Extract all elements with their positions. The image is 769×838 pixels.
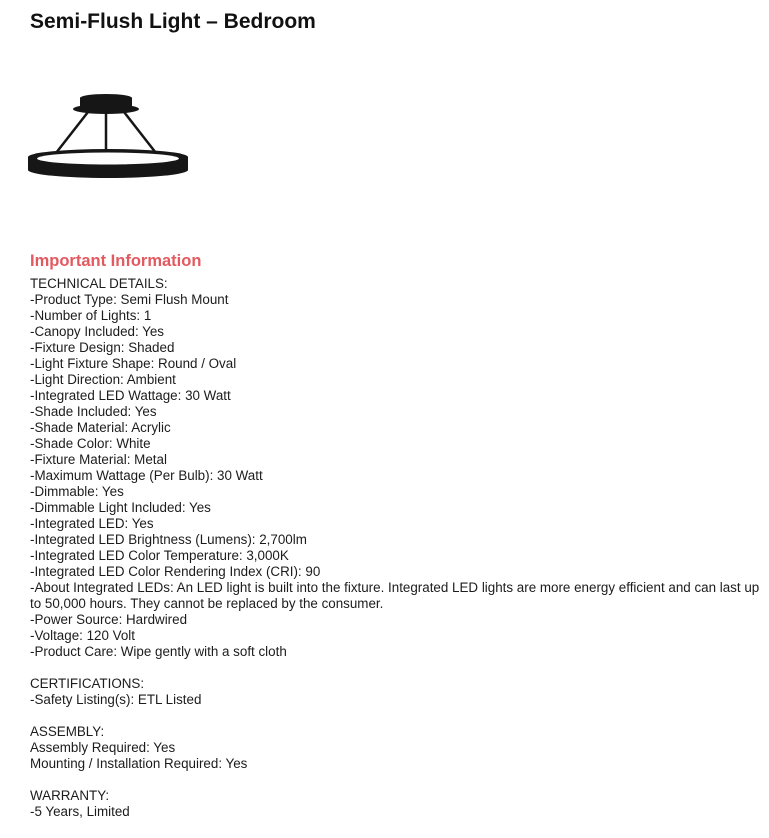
- warranty-heading: WARRANTY:: [30, 788, 110, 803]
- detail-line: -Dimmable: Yes: [30, 484, 124, 499]
- detail-line: -5 Years, Limited: [30, 804, 130, 819]
- page-title: Semi-Flush Light – Bedroom: [30, 10, 316, 33]
- important-information-heading: Important Information: [30, 252, 202, 270]
- detail-line: -Integrated LED: Yes: [30, 516, 154, 531]
- technical-details-heading: TECHNICAL DETAILS:: [30, 276, 168, 291]
- detail-line: -Fixture Material: Metal: [30, 452, 167, 467]
- detail-line: -Safety Listing(s): ETL Listed: [30, 692, 202, 707]
- certifications-heading: CERTIFICATIONS:: [30, 676, 145, 691]
- assembly-heading: ASSEMBLY:: [30, 724, 105, 739]
- detail-line: -Integrated LED Brightness (Lumens): 2,700lm: [30, 532, 307, 547]
- semi-flush-light-image: [26, 92, 196, 187]
- important-information-body: [30, 276, 765, 820]
- product-image: [26, 92, 196, 187]
- detail-line: -Number of Lights: 1: [30, 308, 152, 323]
- certifications-section: [30, 676, 765, 708]
- detail-line: -Light Fixture Shape: Round / Oval: [30, 356, 237, 371]
- detail-line: -Dimmable Light Included: Yes: [30, 500, 211, 515]
- detail-line: -Integrated LED Color Rendering Index (CRI): 90: [30, 564, 321, 579]
- detail-line: -Light Direction: Ambient: [30, 372, 176, 387]
- detail-line: -Voltage: 120 Volt: [30, 628, 135, 643]
- detail-line: -Integrated LED Color Temperature: 3,000K: [30, 548, 289, 563]
- detail-line: -Shade Included: Yes: [30, 404, 157, 419]
- detail-line: -Product Type: Semi Flush Mount: [30, 292, 229, 307]
- warranty-lines: [30, 804, 765, 820]
- detail-line: -Product Care: Wipe gently with a soft cloth: [30, 644, 287, 659]
- certifications-lines: [30, 692, 765, 708]
- detail-line: -Canopy Included: Yes: [30, 324, 165, 339]
- detail-line: -Shade Material: Acrylic: [30, 420, 171, 435]
- technical-details-lines: [30, 292, 765, 660]
- assembly-lines: [30, 740, 765, 772]
- detail-line: Assembly Required: Yes: [30, 740, 176, 755]
- detail-line: -Shade Color: White: [30, 436, 151, 451]
- technical-details-section: [30, 276, 765, 660]
- warranty-section: [30, 788, 765, 820]
- detail-line: -Maximum Wattage (Per Bulb): 30 Watt: [30, 468, 263, 483]
- detail-line: -Power Source: Hardwired: [30, 612, 188, 627]
- detail-line: Mounting / Installation Required: Yes: [30, 756, 248, 771]
- detail-line: -Fixture Design: Shaded: [30, 340, 175, 355]
- detail-line: -Integrated LED Wattage: 30 Watt: [30, 388, 231, 403]
- detail-line: -About Integrated LEDs: An LED light is built into the fixture. Integrated LED lights are more energy efficient and can last up to 50,000 hours. They cannot be replaced by the consumer.: [30, 580, 760, 611]
- assembly-section: [30, 724, 765, 772]
